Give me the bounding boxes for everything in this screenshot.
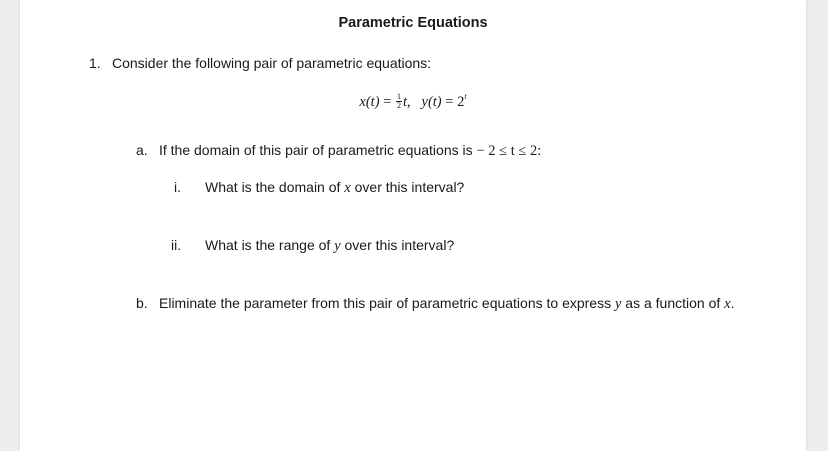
part-a-i-after: over this interval? xyxy=(350,179,465,195)
part-a-ii-label: ii. xyxy=(171,237,182,253)
part-a-text xyxy=(159,142,541,160)
part-a-ii-before: What is the range of xyxy=(205,237,335,253)
part-a-i-before: What is the domain of xyxy=(205,179,345,195)
question-text: Consider the following pair of parametric equations: xyxy=(112,55,432,71)
part-a-ii-after: over this interval? xyxy=(340,237,455,253)
part-b-middle: as a function of xyxy=(621,295,725,311)
y-variable: y xyxy=(334,238,341,254)
part-a-prose: If the domain of this pair of parametric equations is xyxy=(159,142,477,158)
y-variable: y xyxy=(614,296,622,312)
exponent-t: t xyxy=(464,92,467,101)
x-of-t: x(t) xyxy=(359,94,380,110)
fraction-numerator: 1 xyxy=(396,92,401,102)
x-variable: x xyxy=(724,296,731,312)
part-a-label: a. xyxy=(136,142,148,158)
t-variable: t, xyxy=(402,94,411,110)
part-a-interval: − 2 ≤ t ≤ 2: xyxy=(476,143,542,159)
equals-sign: = xyxy=(379,94,395,110)
fraction-denominator: 2 xyxy=(396,101,401,111)
parametric-equation xyxy=(20,94,806,111)
document-page xyxy=(20,0,806,451)
part-a-ii-text xyxy=(205,237,454,255)
part-b-before: Eliminate the parameter from this pair of parametric equations to express xyxy=(159,295,615,311)
x-variable: x xyxy=(344,180,351,196)
page-title: Parametric Equations xyxy=(338,15,488,31)
equals-two: = 2 xyxy=(441,94,465,110)
part-b-text xyxy=(159,295,734,313)
part-a-i-text xyxy=(205,179,464,197)
question-number: 1. xyxy=(89,55,101,71)
part-a-i-label: i. xyxy=(174,179,181,195)
part-b-after: . xyxy=(730,295,735,311)
part-b-label: b. xyxy=(136,295,148,311)
one-half-fraction xyxy=(396,93,402,110)
y-of-t: y(t) xyxy=(421,94,442,110)
